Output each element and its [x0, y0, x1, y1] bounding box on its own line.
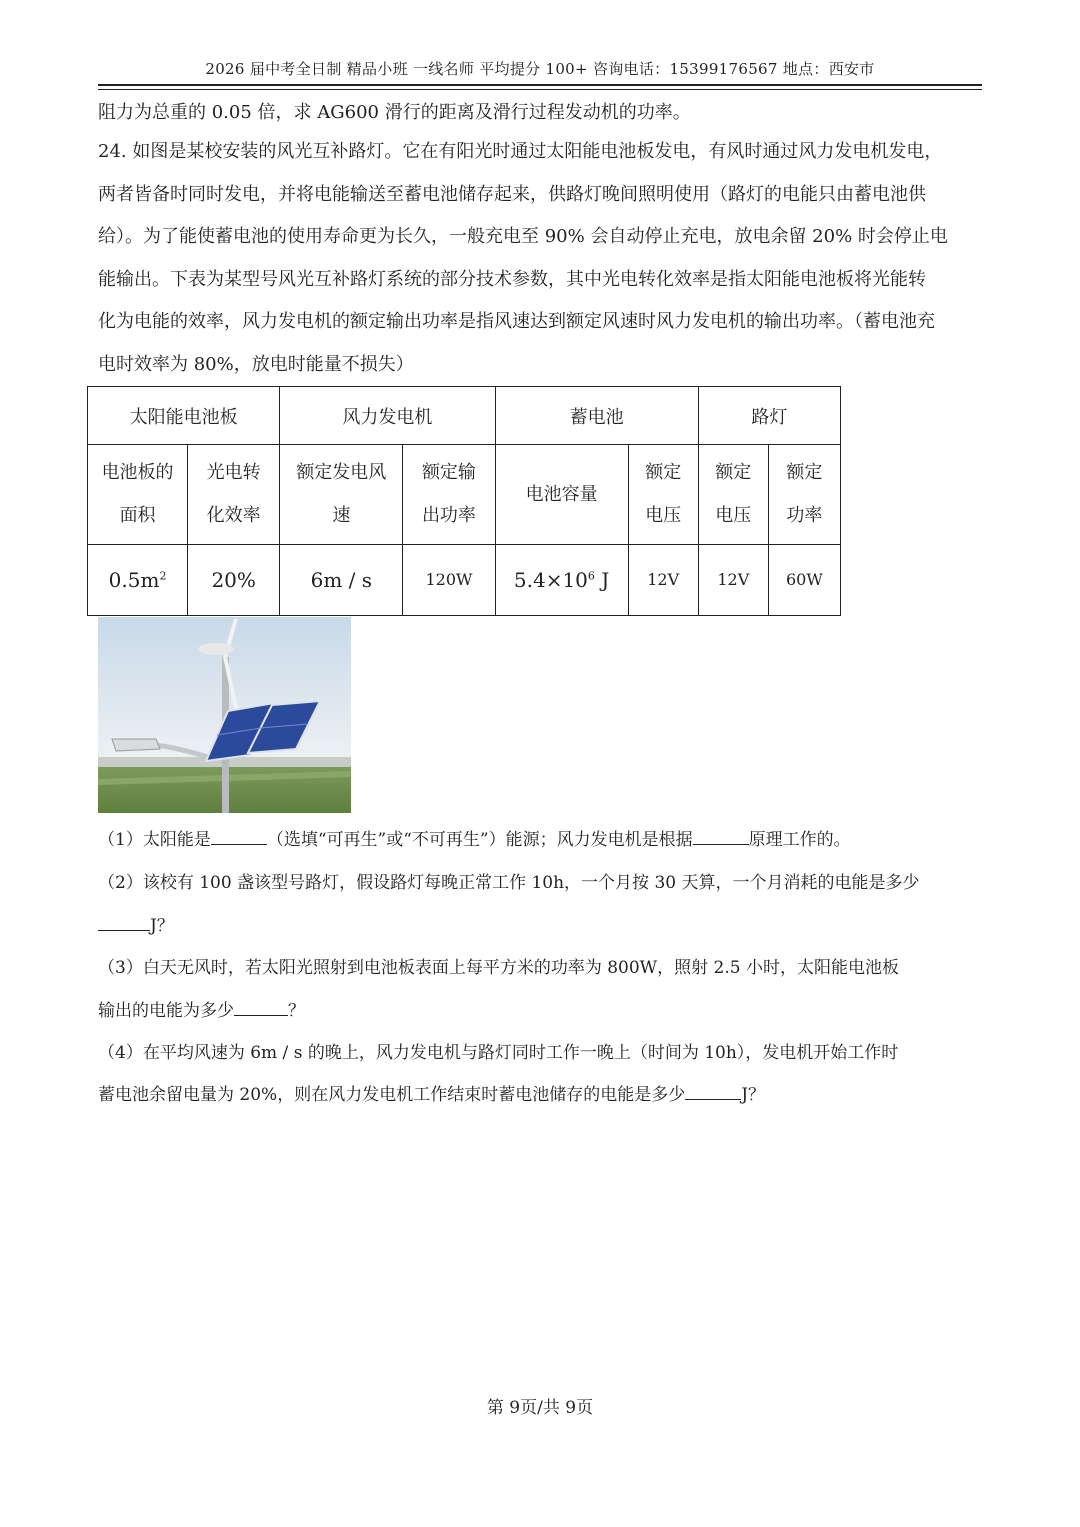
- previous-question-tail: 阻力为总重的 0.05 倍，求 AG600 滑行的距离及滑行过程发动机的功率。: [98, 102, 691, 123]
- value-output-power: 120W: [403, 544, 495, 615]
- wind-solar-streetlight-photo: [98, 617, 351, 813]
- sub-question-3-cont: 输出的电能为多少 ？: [98, 1001, 305, 1021]
- answer-blank[interactable]: [211, 830, 267, 845]
- sub-question-4: （4）在平均风速为 6m / s 的晚上，风力发电机与路灯同时工作一晚上（时间为 10h），发电机开始工作时: [98, 1043, 899, 1063]
- value-efficiency: 20%: [188, 544, 280, 615]
- value-lamp-voltage: 12V: [698, 544, 768, 615]
- stem-line: 能输出。下表为某型号风光互补路灯系统的部分技术参数，其中光电转化效率是指太阳能电池板将光能转: [98, 268, 926, 290]
- value-capacity: $5.4\times 10^6$ J: [495, 544, 628, 615]
- group-wind-generator: 风力发电机: [280, 387, 495, 445]
- spec-table: [87, 386, 841, 616]
- stem-line: 化为电能的效率，风力发电机的额定输出功率是指风速达到额定风速时风力发电机的输出功率。（蓄电池充: [98, 311, 935, 332]
- value-battery-voltage: 12V: [628, 544, 698, 615]
- group-battery: 蓄电池: [495, 387, 698, 445]
- value-wind-speed: 6m / s: [280, 544, 403, 615]
- value-lamp-power: 60W: [768, 544, 840, 615]
- stem-line: 电时效率为 80%，放电时能量不损失）: [98, 353, 414, 375]
- sub-question-3: （3）白天无风时，若太阳光照射到电池板表面上每平方米的功率为 800W，照射 2.5 小时，太阳能电池板: [98, 958, 899, 978]
- page-header: 2026 届中考全日制 精品小班 一线名师 平均提分 100+ 咨询电话：15399176567 地点：西安市: [205, 60, 875, 78]
- group-solar-panel: 太阳能电池板: [88, 387, 280, 445]
- question-24-stem: [98, 131, 982, 386]
- header-rule: [98, 84, 982, 86]
- param-battery-voltage: 额定 电压: [628, 445, 698, 544]
- header-rule-thin: [98, 89, 982, 90]
- stem-line: 24. 如图是某校安装的风光互补路灯。它在有阳光时通过太阳能电池板发电，有风时通过风力发电机发电，: [98, 141, 943, 162]
- param-lamp-power: 额定 功率: [768, 445, 840, 544]
- sub-question-4-cont: 蓄电池余留电量为 20%，则在风力发电机工作结束时蓄电池储存的电能是多少 J？: [98, 1085, 766, 1105]
- param-efficiency: 光电转 化效率: [188, 445, 280, 544]
- sub-question-1: （1）太阳能是 （选填“可再生”或“不可再生”）能源；风力发电机是根据 原理工作的。: [98, 830, 851, 850]
- answer-blank[interactable]: [693, 830, 749, 845]
- param-rated-output: 额定输 出功率: [403, 445, 495, 544]
- param-rated-wind-speed: 额定发电风 速: [280, 445, 403, 544]
- page-footer: 第 9页/共 9页: [486, 1398, 594, 1418]
- answer-blank[interactable]: [98, 916, 150, 931]
- param-capacity: 电池容量: [495, 445, 628, 544]
- answer-blank[interactable]: [685, 1085, 741, 1100]
- stem-line: 两者皆备时同时发电，并将电能输送至蓄电池储存起来，供路灯晚间照明使用（路灯的电能只由蓄电池供: [98, 183, 926, 205]
- stem-line: 给）。为了能使蓄电池的使用寿命更为长久，一般充电至 90% 会自动停止充电，放电余留 20% 时会停止电: [98, 226, 948, 247]
- sub-question-2: （2）该校有 100 盏该型号路灯，假设路灯每晚正常工作 10h，一个月按 30 天算，一个月消耗的电能是多少: [98, 873, 920, 893]
- sub-question-2-cont: J？: [98, 911, 982, 936]
- value-panel-area: $0.5m^2$: [88, 544, 188, 615]
- param-panel-area: 电池板的 面积: [88, 445, 188, 544]
- answer-blank[interactable]: [234, 1001, 288, 1016]
- param-lamp-voltage: 额定 电压: [698, 445, 768, 544]
- group-street-lamp: 路灯: [698, 387, 840, 445]
